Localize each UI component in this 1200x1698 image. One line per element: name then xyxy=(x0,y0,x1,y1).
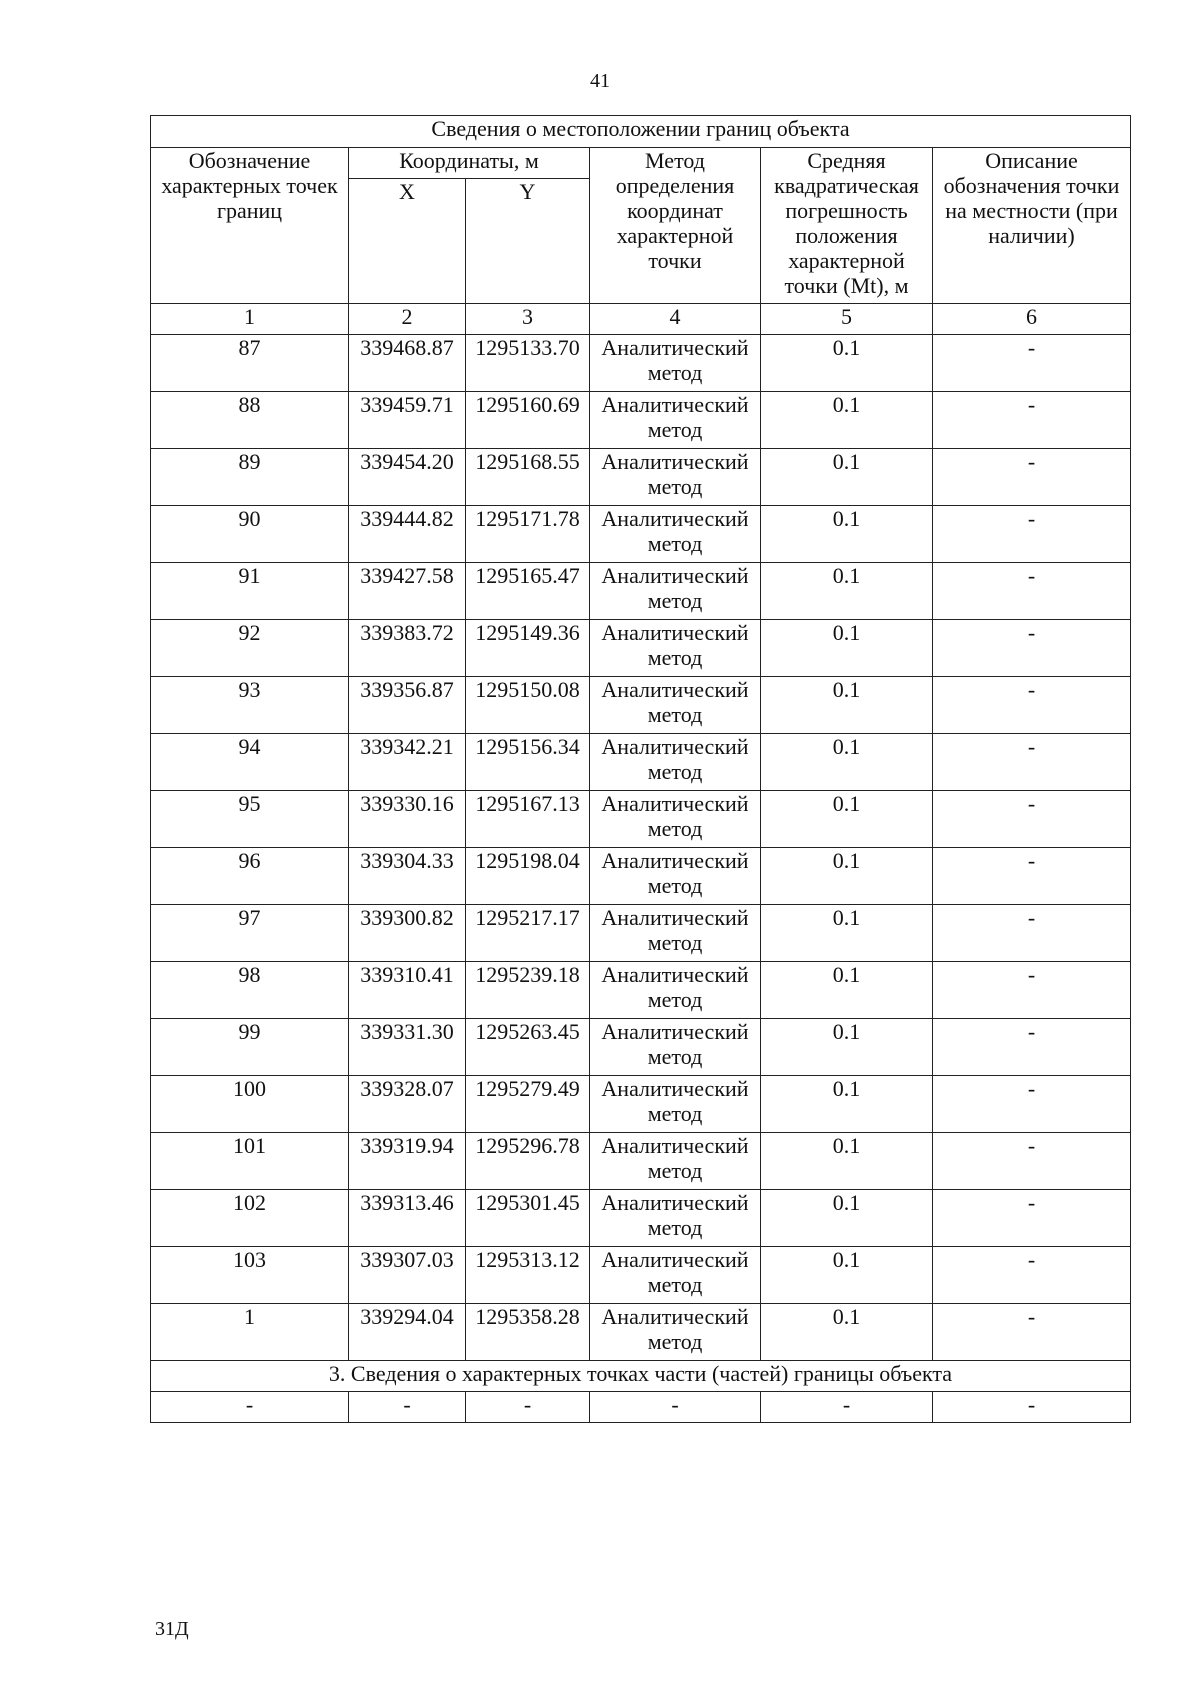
cell-x: 339444.82 xyxy=(349,506,466,563)
header-description: Описание обозначения точки на местности (при наличии) xyxy=(933,148,1131,304)
cell-y: 1295198.04 xyxy=(466,848,590,905)
cell-description: - xyxy=(933,1019,1131,1076)
cell-point: 101 xyxy=(151,1133,349,1190)
cell-x: 339454.20 xyxy=(349,449,466,506)
cell-y: 1295301.45 xyxy=(466,1190,590,1247)
cell-error: 0.1 xyxy=(761,563,933,620)
cell-y: 1295279.49 xyxy=(466,1076,590,1133)
cell-y: 1295133.70 xyxy=(466,335,590,392)
cell-error: 0.1 xyxy=(761,506,933,563)
cell-error: 0.1 xyxy=(761,1247,933,1304)
table-cell: - xyxy=(151,1392,349,1423)
cell-description: - xyxy=(933,1133,1131,1190)
cell-x: 339330.16 xyxy=(349,791,466,848)
section-3-title: 3. Сведения о характерных точках части (частей) границы объекта xyxy=(151,1361,1131,1392)
cell-method: Аналитический метод xyxy=(590,1247,761,1304)
table-row xyxy=(151,506,1131,563)
table-cell: - xyxy=(761,1392,933,1423)
cell-point: 93 xyxy=(151,677,349,734)
cell-x: 339459.71 xyxy=(349,392,466,449)
cell-point: 102 xyxy=(151,1190,349,1247)
cell-x: 339313.46 xyxy=(349,1190,466,1247)
cell-error: 0.1 xyxy=(761,620,933,677)
cell-x: 339468.87 xyxy=(349,335,466,392)
cell-error: 0.1 xyxy=(761,734,933,791)
cell-x: 339310.41 xyxy=(349,962,466,1019)
table-cell: - xyxy=(349,1392,466,1423)
cell-point: 96 xyxy=(151,848,349,905)
header-coords: Координаты, м xyxy=(349,148,590,179)
cell-error: 0.1 xyxy=(761,791,933,848)
cell-y: 1295149.36 xyxy=(466,620,590,677)
cell-point: 89 xyxy=(151,449,349,506)
cell-point: 103 xyxy=(151,1247,349,1304)
table-row xyxy=(151,335,1131,392)
column-number: 5 xyxy=(761,304,933,335)
cell-x: 339319.94 xyxy=(349,1133,466,1190)
column-numbers-row xyxy=(151,304,1131,335)
cell-point: 90 xyxy=(151,506,349,563)
column-number: 1 xyxy=(151,304,349,335)
cell-x: 339331.30 xyxy=(349,1019,466,1076)
cell-error: 0.1 xyxy=(761,1019,933,1076)
cell-method: Аналитический метод xyxy=(590,677,761,734)
column-number: 3 xyxy=(466,304,590,335)
cell-point: 88 xyxy=(151,392,349,449)
cell-method: Аналитический метод xyxy=(590,563,761,620)
table-row xyxy=(151,449,1131,506)
cell-error: 0.1 xyxy=(761,905,933,962)
cell-error: 0.1 xyxy=(761,677,933,734)
cell-y: 1295239.18 xyxy=(466,962,590,1019)
boundary-coordinates-table xyxy=(150,115,1131,1423)
table-row xyxy=(151,1247,1131,1304)
cell-description: - xyxy=(933,791,1131,848)
table-row xyxy=(151,734,1131,791)
cell-method: Аналитический метод xyxy=(590,1019,761,1076)
page-number: 41 xyxy=(590,70,610,92)
cell-x: 339294.04 xyxy=(349,1304,466,1361)
cell-point: 95 xyxy=(151,791,349,848)
cell-description: - xyxy=(933,620,1131,677)
cell-error: 0.1 xyxy=(761,962,933,1019)
cell-y: 1295296.78 xyxy=(466,1133,590,1190)
table-cell: - xyxy=(466,1392,590,1423)
cell-error: 0.1 xyxy=(761,1133,933,1190)
header-point: Обозначение характерных точек границ xyxy=(151,148,349,304)
cell-point: 91 xyxy=(151,563,349,620)
cell-y: 1295263.45 xyxy=(466,1019,590,1076)
cell-method: Аналитический метод xyxy=(590,1190,761,1247)
cell-description: - xyxy=(933,392,1131,449)
cell-x: 339300.82 xyxy=(349,905,466,962)
cell-method: Аналитический метод xyxy=(590,506,761,563)
cell-description: - xyxy=(933,1076,1131,1133)
cell-method: Аналитический метод xyxy=(590,335,761,392)
table-body xyxy=(151,335,1131,1361)
cell-method: Аналитический метод xyxy=(590,392,761,449)
header-error: Средняя квадратическая погрешность положения характерной точки (Mt), м xyxy=(761,148,933,304)
cell-description: - xyxy=(933,962,1131,1019)
cell-error: 0.1 xyxy=(761,392,933,449)
cell-error: 0.1 xyxy=(761,1076,933,1133)
table-cell: - xyxy=(933,1392,1131,1423)
cell-y: 1295160.69 xyxy=(466,392,590,449)
cell-error: 0.1 xyxy=(761,1190,933,1247)
cell-y: 1295156.34 xyxy=(466,734,590,791)
cell-x: 339304.33 xyxy=(349,848,466,905)
table-row xyxy=(151,1076,1131,1133)
cell-method: Аналитический метод xyxy=(590,1304,761,1361)
column-number: 6 xyxy=(933,304,1131,335)
cell-method: Аналитический метод xyxy=(590,791,761,848)
cell-point: 100 xyxy=(151,1076,349,1133)
cell-x: 339328.07 xyxy=(349,1076,466,1133)
cell-error: 0.1 xyxy=(761,848,933,905)
cell-method: Аналитический метод xyxy=(590,848,761,905)
cell-method: Аналитический метод xyxy=(590,905,761,962)
cell-error: 0.1 xyxy=(761,449,933,506)
cell-method: Аналитический метод xyxy=(590,1133,761,1190)
cell-x: 339307.03 xyxy=(349,1247,466,1304)
cell-point: 97 xyxy=(151,905,349,962)
cell-description: - xyxy=(933,734,1131,791)
cell-description: - xyxy=(933,563,1131,620)
table-cell: - xyxy=(590,1392,761,1423)
table-row xyxy=(151,1133,1131,1190)
footer-code: 31Д xyxy=(155,1618,189,1640)
cell-description: - xyxy=(933,677,1131,734)
table-row xyxy=(151,1190,1131,1247)
cell-description: - xyxy=(933,1190,1131,1247)
table-row xyxy=(151,962,1131,1019)
table-row xyxy=(151,1019,1131,1076)
header-x: X xyxy=(349,179,466,304)
cell-point: 92 xyxy=(151,620,349,677)
cell-y: 1295171.78 xyxy=(466,506,590,563)
cell-point: 99 xyxy=(151,1019,349,1076)
table-row xyxy=(151,1304,1131,1361)
cell-y: 1295150.08 xyxy=(466,677,590,734)
table-row xyxy=(151,620,1131,677)
table-title: Сведения о местоположении границ объекта xyxy=(151,116,1131,148)
header-y: Y xyxy=(466,179,590,304)
header-method: Метод определения координат характерной точки xyxy=(590,148,761,304)
cell-description: - xyxy=(933,1247,1131,1304)
cell-point: 94 xyxy=(151,734,349,791)
column-number: 2 xyxy=(349,304,466,335)
cell-x: 339356.87 xyxy=(349,677,466,734)
cell-y: 1295313.12 xyxy=(466,1247,590,1304)
cell-point: 98 xyxy=(151,962,349,1019)
section-3-row xyxy=(151,1392,1131,1423)
cell-y: 1295358.28 xyxy=(466,1304,590,1361)
cell-error: 0.1 xyxy=(761,335,933,392)
cell-description: - xyxy=(933,848,1131,905)
table-row xyxy=(151,392,1131,449)
cell-method: Аналитический метод xyxy=(590,962,761,1019)
cell-method: Аналитический метод xyxy=(590,1076,761,1133)
cell-description: - xyxy=(933,449,1131,506)
table-row xyxy=(151,791,1131,848)
cell-y: 1295168.55 xyxy=(466,449,590,506)
cell-point: 1 xyxy=(151,1304,349,1361)
cell-error: 0.1 xyxy=(761,1304,933,1361)
cell-x: 339342.21 xyxy=(349,734,466,791)
cell-y: 1295167.13 xyxy=(466,791,590,848)
cell-method: Аналитический метод xyxy=(590,449,761,506)
table-row xyxy=(151,848,1131,905)
cell-method: Аналитический метод xyxy=(590,620,761,677)
column-number: 4 xyxy=(590,304,761,335)
cell-point: 87 xyxy=(151,335,349,392)
table-row xyxy=(151,677,1131,734)
cell-description: - xyxy=(933,1304,1131,1361)
table-row xyxy=(151,905,1131,962)
cell-method: Аналитический метод xyxy=(590,734,761,791)
cell-description: - xyxy=(933,506,1131,563)
cell-description: - xyxy=(933,905,1131,962)
cell-description: - xyxy=(933,335,1131,392)
cell-x: 339383.72 xyxy=(349,620,466,677)
cell-y: 1295217.17 xyxy=(466,905,590,962)
cell-x: 339427.58 xyxy=(349,563,466,620)
cell-y: 1295165.47 xyxy=(466,563,590,620)
table-row xyxy=(151,563,1131,620)
